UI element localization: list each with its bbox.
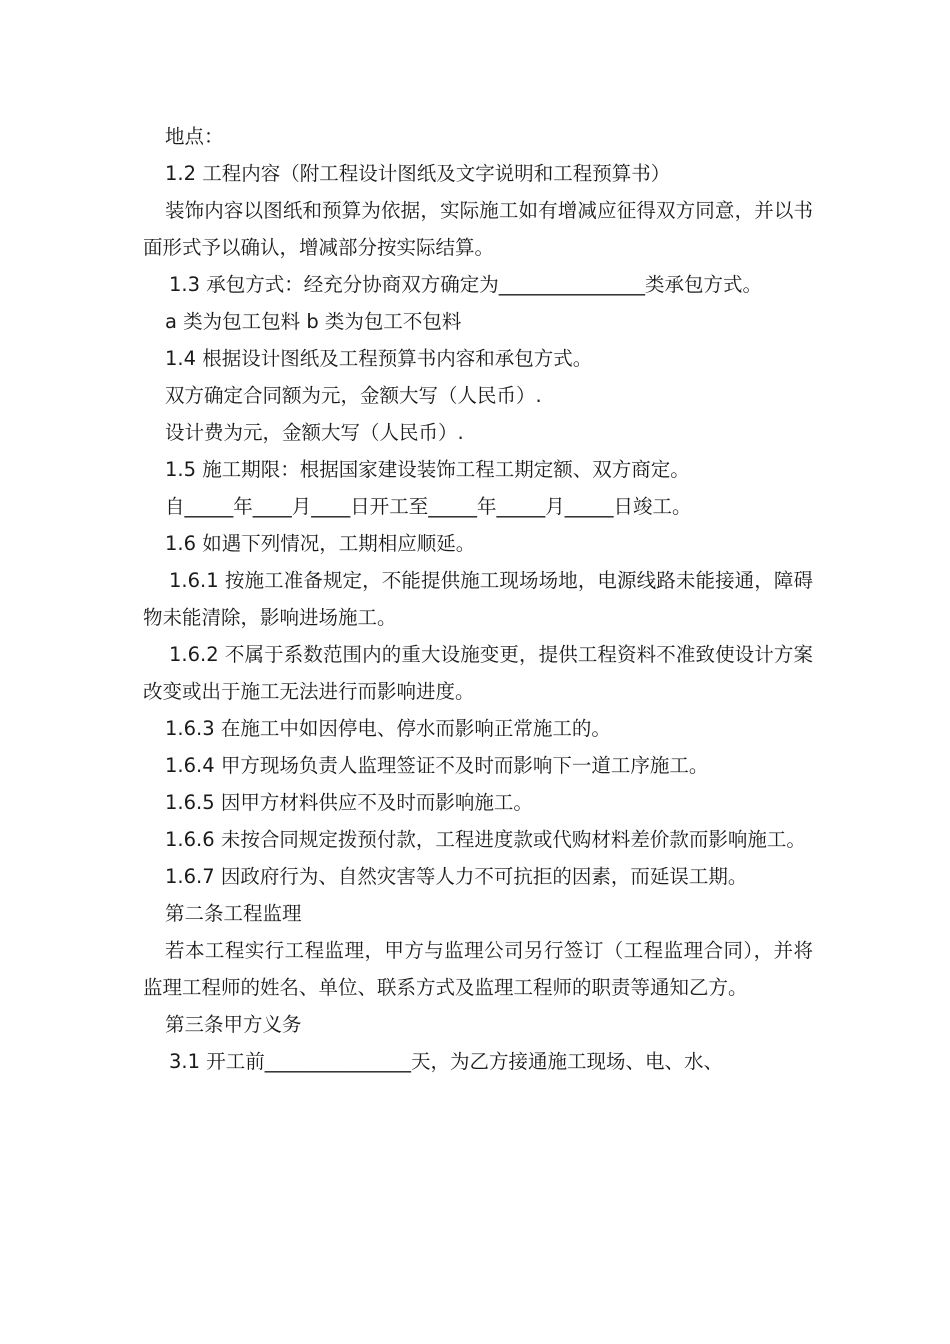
paragraph-3-1: 3.1 开工前_______________天，为乙方接通施工现场、电、水、 [169, 1050, 723, 1073]
paragraph-schedule-dates: 自_____年____月____日开工至_____年_____月_____日竣工。 [165, 495, 692, 518]
paragraph-location: 地点： [165, 125, 224, 148]
heading-article-3: 第三条甲方义务 [165, 1013, 302, 1036]
paragraph-1-6-6: 1.6.6 未按合同规定拨预付款，工程进度款或代购材料差价款而影响施工。 [165, 828, 806, 851]
paragraph-1-5: 1.5 施工期限：根据国家建设装饰工程工期定额、双方商定。 [165, 458, 690, 481]
paragraph-1-6-5: 1.6.5 因甲方材料供应不及时而影响施工。 [165, 791, 533, 814]
paragraph-supervision: 若本工程实行工程监理，甲方与监理公司另行签订（工程监理合同），并将监理工程师的姓名、单位、联系方式及监理工程师的职责等通知乙方。 [143, 939, 813, 999]
paragraph-1-6: 1.6 如遇下列情况，工期相应顺延。 [165, 532, 476, 555]
paragraph-decoration-content: 装饰内容以图纸和预算为依据，实际施工如有增减应征得双方同意，并以书面形式予以确认，增减部分按实际结算。 [143, 199, 813, 259]
paragraph-design-fee: 设计费为元，金额大写（人民币）. [165, 421, 464, 444]
document-body [143, 118, 813, 1080]
paragraph-1-2: 1.2 工程内容（附工程设计图纸及文字说明和工程预算书） [165, 162, 671, 185]
paragraph-1-6-7: 1.6.7 因政府行为、自然灾害等人力不可抗拒的因素，而延误工期。 [165, 865, 748, 888]
paragraph-1-6-3: 1.6.3 在施工中如因停电、停水而影响正常施工的。 [165, 717, 611, 740]
paragraph-1-6-2: 1.6.2 不属于系数范围内的重大设施变更，提供工程资料不准致使设计方案改变或出于施工无法进行而影响进度。 [143, 643, 813, 703]
paragraph-contract-amount: 双方确定合同额为元，金额大写（人民币）. [165, 384, 542, 407]
paragraph-1-3: 1.3 承包方式：经充分协商双方确定为_______________类承包方式。 [169, 273, 762, 296]
paragraph-contract-types: a 类为包工包料 b 类为包工不包料 [165, 310, 462, 333]
paragraph-1-6-4: 1.6.4 甲方现场负责人监理签证不及时而影响下一道工序施工。 [165, 754, 709, 777]
paragraph-1-4: 1.4 根据设计图纸及工程预算书内容和承包方式。 [165, 347, 593, 370]
paragraph-1-6-1: 1.6.1 按施工准备规定，不能提供施工现场场地，电源线路未能接通，障碍物未能清除，影响进场施工。 [143, 569, 813, 629]
heading-article-2: 第二条工程监理 [165, 902, 302, 925]
